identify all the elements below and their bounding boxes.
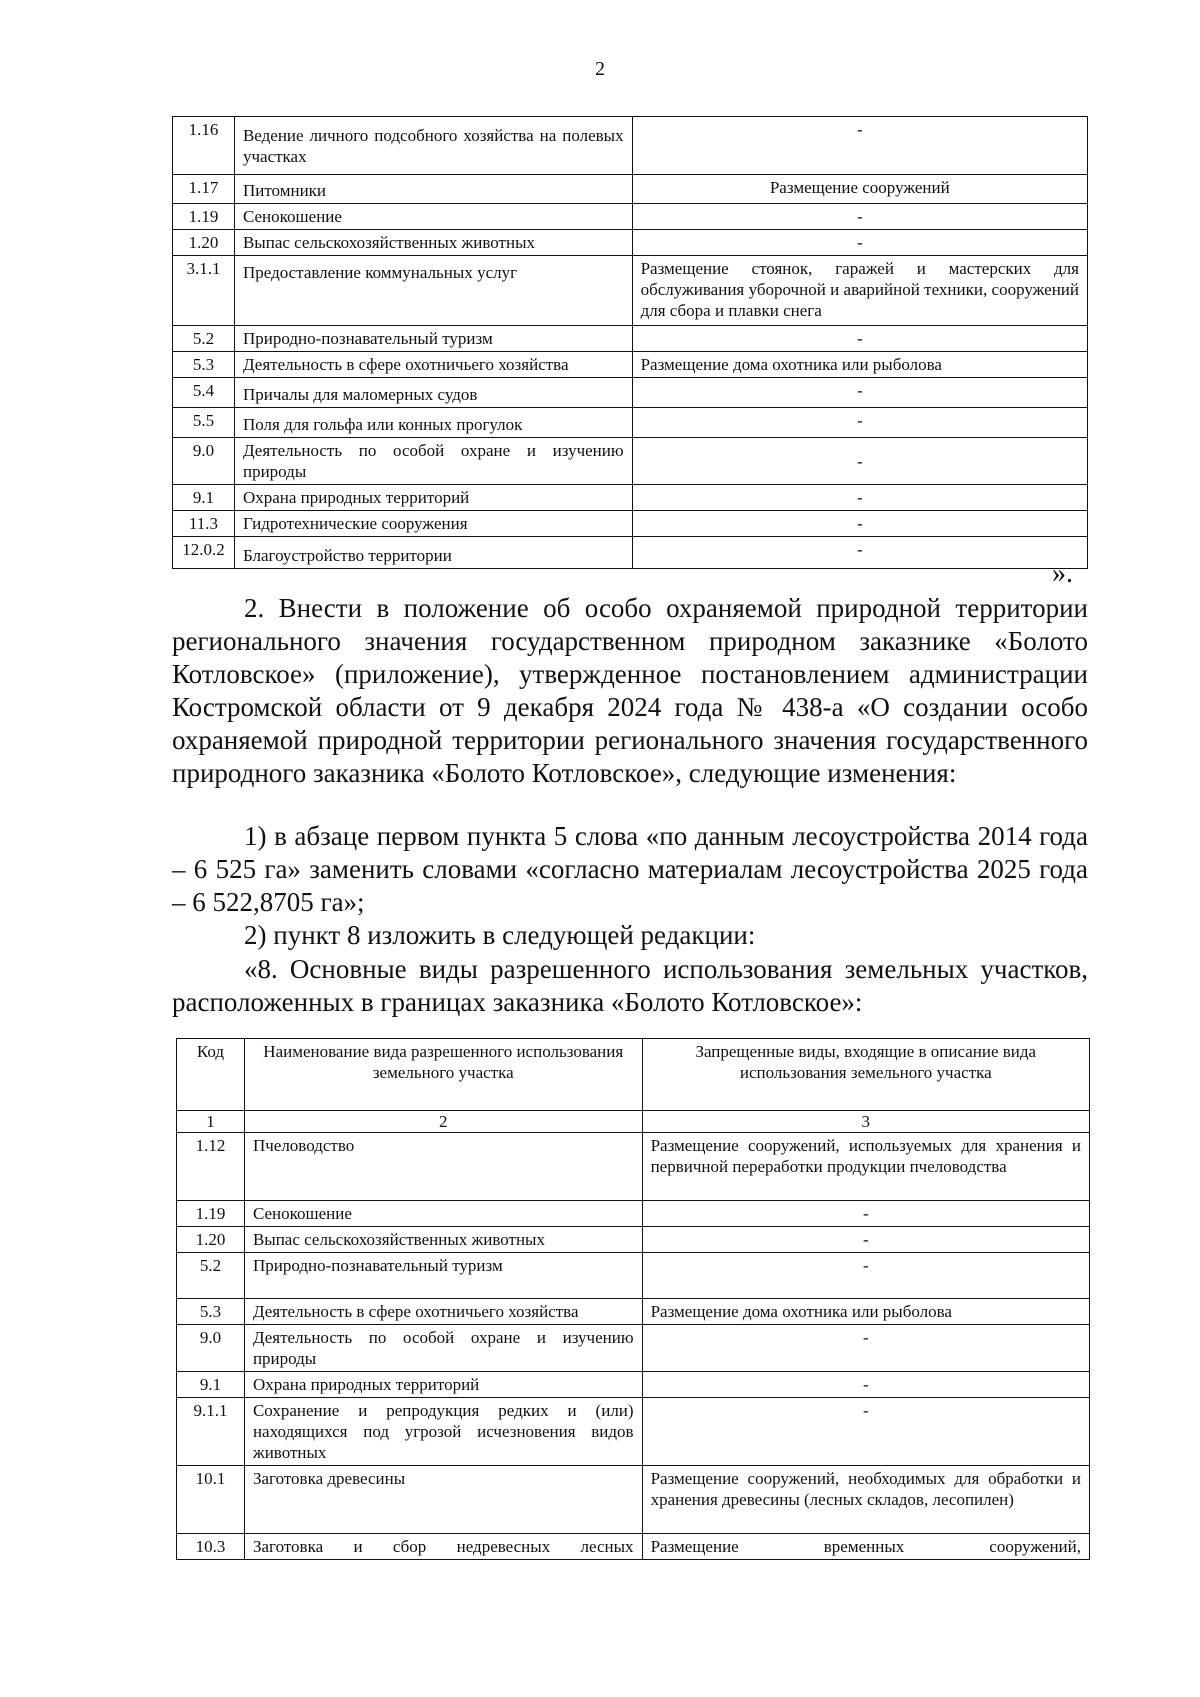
forbidden-cell: - — [632, 511, 1087, 537]
land-use-table-new — [176, 1038, 1090, 1560]
forbidden-cell: - — [642, 1201, 1089, 1227]
forbidden-cell: - — [642, 1398, 1089, 1466]
point-8-intro-text: «8. Основные виды разрешенного использования земельных участков, расположенных в границах заказника «Болото Котловское»: — [172, 954, 1088, 1017]
table-row — [173, 511, 1088, 537]
code-cell: 1.17 — [173, 175, 235, 204]
code-cell: 11.3 — [173, 511, 235, 537]
forbidden-cell: - — [632, 117, 1087, 175]
table-row — [173, 352, 1088, 378]
name-cell: Заготовка древесины — [244, 1466, 642, 1534]
code-cell: 10.1 — [177, 1466, 245, 1534]
table-row — [173, 485, 1088, 511]
name-cell: Выпас сельскохозяйственных животных — [234, 230, 632, 256]
forbidden-cell: Размещение сооружений, используемых для хранения и первичной переработки продукции пчеловодства — [642, 1133, 1089, 1201]
code-cell: 1.19 — [177, 1201, 245, 1227]
table-row — [177, 1299, 1090, 1325]
name-cell: Ведение личного подсобного хозяйства на полевых участках — [234, 117, 632, 175]
closing-quote: ». — [1052, 558, 1073, 589]
code-cell: 5.2 — [177, 1253, 245, 1299]
forbidden-cell: - — [632, 408, 1087, 438]
forbidden-cell: Размещение дома охотника или рыболова — [642, 1299, 1089, 1325]
table-row — [173, 175, 1088, 204]
code-cell: 1.16 — [173, 117, 235, 175]
name-cell: Заготовка и сбор недревесных лесных — [244, 1534, 642, 1560]
name-cell: Деятельность в сфере охотничьего хозяйства — [234, 352, 632, 378]
table-row — [177, 1398, 1090, 1466]
table-row — [173, 537, 1088, 569]
table-row — [177, 1253, 1090, 1299]
name-cell: Деятельность по особой охране и изучению природы — [244, 1325, 642, 1372]
table-row — [177, 1201, 1090, 1227]
name-cell: Гидротехнические сооружения — [234, 511, 632, 537]
forbidden-cell: Размещение стоянок, гаражей и мастерских для обслуживания уборочной и аварийной техники, сооружений для сбора и плавки снега — [632, 256, 1087, 326]
table-row — [173, 408, 1088, 438]
table-row — [177, 1372, 1090, 1398]
name-cell: Охрана природных территорий — [244, 1372, 642, 1398]
table-row — [177, 1133, 1090, 1201]
code-cell: 12.0.2 — [173, 537, 235, 569]
forbidden-cell: Размещение сооружений, необходимых для обработки и хранения древесины (лесных складов, лесопилен) — [642, 1466, 1089, 1534]
name-cell: Причалы для маломерных судов — [234, 378, 632, 408]
forbidden-cell: Размещение дома охотника или рыболова — [632, 352, 1087, 378]
code-cell: 5.4 — [173, 378, 235, 408]
forbidden-cell: - — [632, 438, 1087, 485]
code-cell: 5.2 — [173, 326, 235, 352]
name-cell: Деятельность по особой охране и изучению природы — [234, 438, 632, 485]
forbidden-cell: - — [632, 204, 1087, 230]
code-cell: 9.1 — [173, 485, 235, 511]
code-cell: 5.3 — [173, 352, 235, 378]
header-forbidden: Запрещенные виды, входящие в описание вида использования земельного участка — [642, 1039, 1089, 1111]
name-cell: Сенокошение — [244, 1201, 642, 1227]
name-cell: Охрана природных территорий — [234, 485, 632, 511]
table-row — [177, 1534, 1090, 1560]
forbidden-cell: - — [632, 537, 1087, 569]
table-row — [173, 204, 1088, 230]
table-row — [173, 378, 1088, 408]
column-number-1: 1 — [177, 1111, 245, 1133]
name-cell: Деятельность в сфере охотничьего хозяйства — [244, 1299, 642, 1325]
name-cell: Благоустройство территории — [234, 537, 632, 569]
amendment-item-1 — [172, 820, 1088, 919]
code-cell: 1.20 — [177, 1227, 245, 1253]
column-number-2: 2 — [244, 1111, 642, 1133]
amendment-item-2-text: 2) пункт 8 изложить в следующей редакции: — [244, 920, 756, 950]
name-cell: Природно-познавательный туризм — [244, 1253, 642, 1299]
forbidden-cell: - — [642, 1372, 1089, 1398]
table-row — [177, 1227, 1090, 1253]
table-header-row — [177, 1039, 1090, 1111]
name-cell: Предоставление коммунальных услуг — [234, 256, 632, 326]
code-cell: 1.12 — [177, 1133, 245, 1201]
code-cell: 5.3 — [177, 1299, 245, 1325]
code-cell: 10.3 — [177, 1534, 245, 1560]
forbidden-cell: - — [642, 1253, 1089, 1299]
forbidden-cell: - — [632, 485, 1087, 511]
forbidden-cell: - — [642, 1325, 1089, 1372]
paragraph-2-text: 2. Внести в положение об особо охраняемой природной территории регионального значения государственном природном заказнике «Болото Котловское» (приложение), утвержденное постановлением администрации Костромской области от 9 декабря 2024 года № 438-а «О создании особо охраняемой природной территории регионального значения государственного природного заказника «Болото Котловское», следующие изменения: — [172, 593, 1088, 788]
code-cell: 9.0 — [173, 438, 235, 485]
amendment-item-1-text: 1) в абзаце первом пункта 5 слова «по данным лесоустройства 2014 года – 6 525 га» заменить словами «согласно материалам лесоустройства 2025 года – 6 522,8705 га»; — [172, 821, 1088, 917]
code-cell: 1.19 — [173, 204, 235, 230]
table-row — [173, 230, 1088, 256]
name-cell: Поля для гольфа или конных прогулок — [234, 408, 632, 438]
name-cell: Выпас сельскохозяйственных животных — [244, 1227, 642, 1253]
forbidden-cell: - — [632, 326, 1087, 352]
forbidden-cell: Размещение временных сооружений, — [642, 1534, 1089, 1560]
table-row — [173, 438, 1088, 485]
point-8-intro — [172, 953, 1088, 1019]
code-cell: 1.20 — [173, 230, 235, 256]
code-cell: 9.1.1 — [177, 1398, 245, 1466]
table-row — [177, 1325, 1090, 1372]
code-cell: 5.5 — [173, 408, 235, 438]
code-cell: 3.1.1 — [173, 256, 235, 326]
forbidden-cell: - — [632, 230, 1087, 256]
land-use-table-continued — [172, 116, 1088, 569]
forbidden-cell: - — [642, 1227, 1089, 1253]
code-cell: 9.1 — [177, 1372, 245, 1398]
name-cell: Сенокошение — [234, 204, 632, 230]
header-name: Наименование вида разрешенного использования земельного участка — [244, 1039, 642, 1111]
table-row — [173, 326, 1088, 352]
table-number-row — [177, 1111, 1090, 1133]
page-number: 2 — [595, 58, 605, 80]
column-number-3: 3 — [642, 1111, 1089, 1133]
header-code: Код — [177, 1039, 245, 1111]
table-row — [177, 1466, 1090, 1534]
forbidden-cell: - — [632, 378, 1087, 408]
name-cell: Сохранение и репродукция редких и (или) находящихся под угрозой исчезновения видов животных — [244, 1398, 642, 1466]
amendment-item-2 — [172, 919, 1088, 952]
forbidden-cell: Размещение сооружений — [632, 175, 1087, 204]
table-row — [173, 256, 1088, 326]
paragraph-2 — [172, 592, 1088, 790]
name-cell: Питомники — [234, 175, 632, 204]
table-row — [173, 117, 1088, 175]
name-cell: Пчеловодство — [244, 1133, 642, 1201]
name-cell: Природно-познавательный туризм — [234, 326, 632, 352]
code-cell: 9.0 — [177, 1325, 245, 1372]
